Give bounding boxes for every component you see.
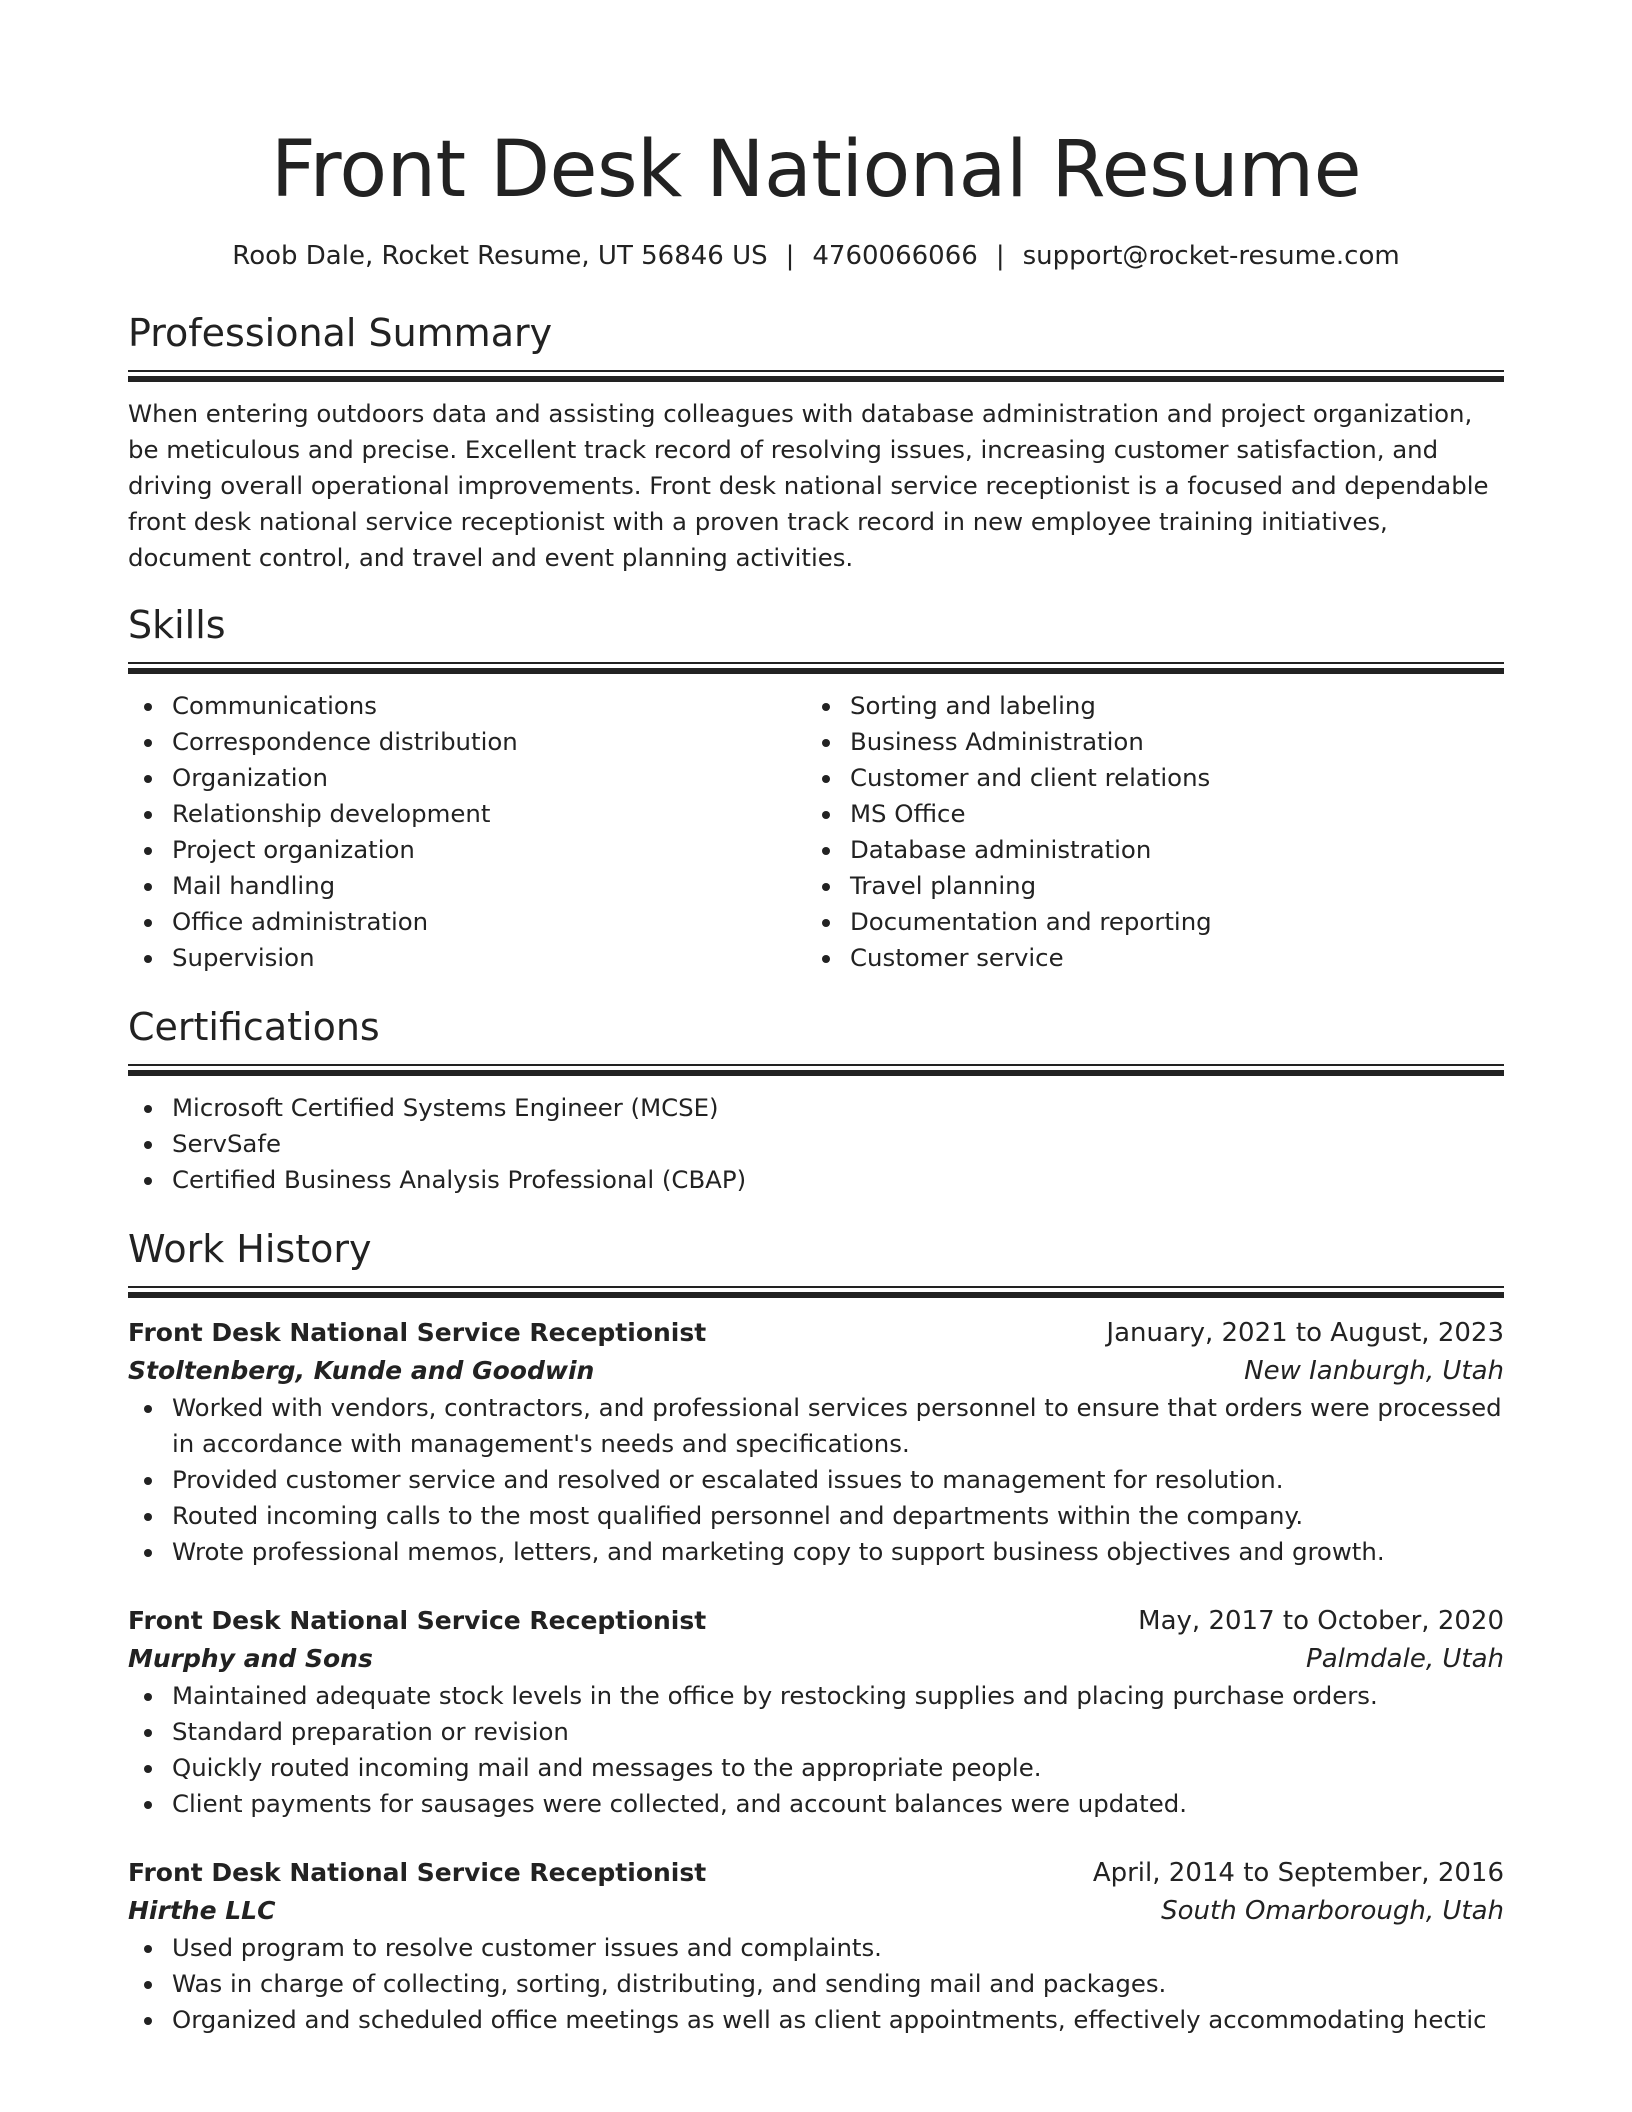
certification-item: Certified Business Analysis Professional (CBAP) [128, 1162, 1504, 1198]
section-divider [128, 1064, 1504, 1076]
job-bullet: Wrote professional memos, letters, and marketing copy to support business objectives and growth. [128, 1534, 1504, 1570]
skill-item: Supervision [128, 940, 806, 976]
section-divider [128, 662, 1504, 674]
summary-heading: Professional Summary [128, 311, 553, 355]
resume-page [128, 0, 1504, 2070]
job-title: Front Desk National Service Receptionist [128, 1606, 707, 1635]
contact-separator: | [785, 241, 795, 271]
job-header [128, 1314, 1504, 1352]
job-dates: January, 2021 to August, 2023 [1106, 1318, 1504, 1348]
certification-item: ServSafe [128, 1126, 1504, 1162]
job-entry [128, 1314, 1504, 1570]
job-dates: April, 2014 to September, 2016 [1092, 1858, 1504, 1888]
job-bullet: Quickly routed incoming mail and messages to the appropriate people. [128, 1750, 1504, 1786]
work-history-heading: Work History [128, 1227, 372, 1271]
skill-item: Correspondence distribution [128, 724, 806, 760]
contact-line [128, 238, 1504, 274]
job-location: New Ianburgh, Utah [1244, 1356, 1504, 1386]
summary-section [128, 308, 1504, 576]
job-bullets [128, 1390, 1504, 1570]
skills-heading: Skills [128, 603, 226, 647]
skills-section [128, 600, 1504, 976]
job-bullet: Standard preparation or revision [128, 1714, 1504, 1750]
skill-item: Relationship development [128, 796, 806, 832]
job-bullet: Provided customer service and resolved or escalated issues to management for resolution. [128, 1462, 1504, 1498]
job-entry [128, 1854, 1504, 2038]
skill-item: Customer service [806, 940, 1484, 976]
job-title: Front Desk National Service Receptionist [128, 1318, 707, 1347]
job-dates: May, 2017 to October, 2020 [1138, 1606, 1504, 1636]
skill-item: Office administration [128, 904, 806, 940]
skill-item: Sorting and labeling [806, 688, 1484, 724]
job-company: Stoltenberg, Kunde and Goodwin [128, 1356, 595, 1385]
job-bullet: Routed incoming calls to the most qualified personnel and departments within the company. [128, 1498, 1504, 1534]
certifications-list [128, 1090, 1504, 1198]
job-header [128, 1602, 1504, 1640]
job-bullet: Organized and scheduled office meetings as well as client appointments, effectively accommodating hectic [128, 2002, 1504, 2038]
contact-phone: 4760066066 [812, 241, 978, 271]
certifications-heading: Certifications [128, 1005, 380, 1049]
job-bullets [128, 1930, 1504, 2038]
skill-item: MS Office [806, 796, 1484, 832]
job-title: Front Desk National Service Receptionist [128, 1858, 707, 1887]
section-divider [128, 370, 1504, 382]
job-subheader [128, 1352, 1504, 1390]
job-company: Hirthe LLC [128, 1896, 276, 1925]
skill-item: Travel planning [806, 868, 1484, 904]
summary-text: When entering outdoors data and assisting colleagues with database administration and project organization, be meticulous and precise. Excellent track record of resolving issues, increasing customer satisfaction, and driving overall operational improvements. Front desk national service receptionist is a focused and dependable front desk national service receptionist with a proven track record in new employee training initiatives, document control, and travel and event planning activities. [128, 399, 1489, 572]
job-location: South Omarborough, Utah [1161, 1896, 1504, 1926]
job-company: Murphy and Sons [128, 1644, 373, 1673]
job-entry [128, 1602, 1504, 1822]
job-bullet: Maintained adequate stock levels in the office by restocking supplies and placing purchase orders. [128, 1678, 1504, 1714]
skills-list-right [806, 688, 1484, 976]
skill-item: Business Administration [806, 724, 1484, 760]
job-bullets [128, 1678, 1504, 1822]
skill-item: Communications [128, 688, 806, 724]
job-bullet: Used program to resolve customer issues and complaints. [128, 1930, 1504, 1966]
skills-list-left [128, 688, 806, 976]
contact-separator: | [995, 241, 1005, 271]
job-bullet: Was in charge of collecting, sorting, distributing, and sending mail and packages. [128, 1966, 1504, 2002]
job-bullet: Client payments for sausages were collected, and account balances were updated. [128, 1786, 1504, 1822]
skill-item: Customer and client relations [806, 760, 1484, 796]
skill-item: Organization [128, 760, 806, 796]
job-bullet: Worked with vendors, contractors, and professional services personnel to ensure that orders were processed in accordance with management's needs and specifications. [128, 1390, 1504, 1462]
page-title: Front Desk National Resume [270, 125, 1362, 215]
certifications-section [128, 1002, 1504, 1198]
work-history-section [128, 1224, 1504, 2038]
skill-item: Project organization [128, 832, 806, 868]
section-divider [128, 1286, 1504, 1298]
job-location: Palmdale, Utah [1306, 1644, 1504, 1674]
certification-item: Microsoft Certified Systems Engineer (MCSE) [128, 1090, 1504, 1126]
skill-item: Database administration [806, 832, 1484, 868]
contact-address: Roob Dale, Rocket Resume, UT 56846 US [232, 241, 768, 271]
contact-email: support@rocket-resume.com [1022, 241, 1400, 271]
job-header [128, 1854, 1504, 1892]
job-subheader [128, 1892, 1504, 1930]
skill-item: Documentation and reporting [806, 904, 1484, 940]
job-subheader [128, 1640, 1504, 1678]
skills-grid [128, 688, 1504, 976]
skill-item: Mail handling [128, 868, 806, 904]
